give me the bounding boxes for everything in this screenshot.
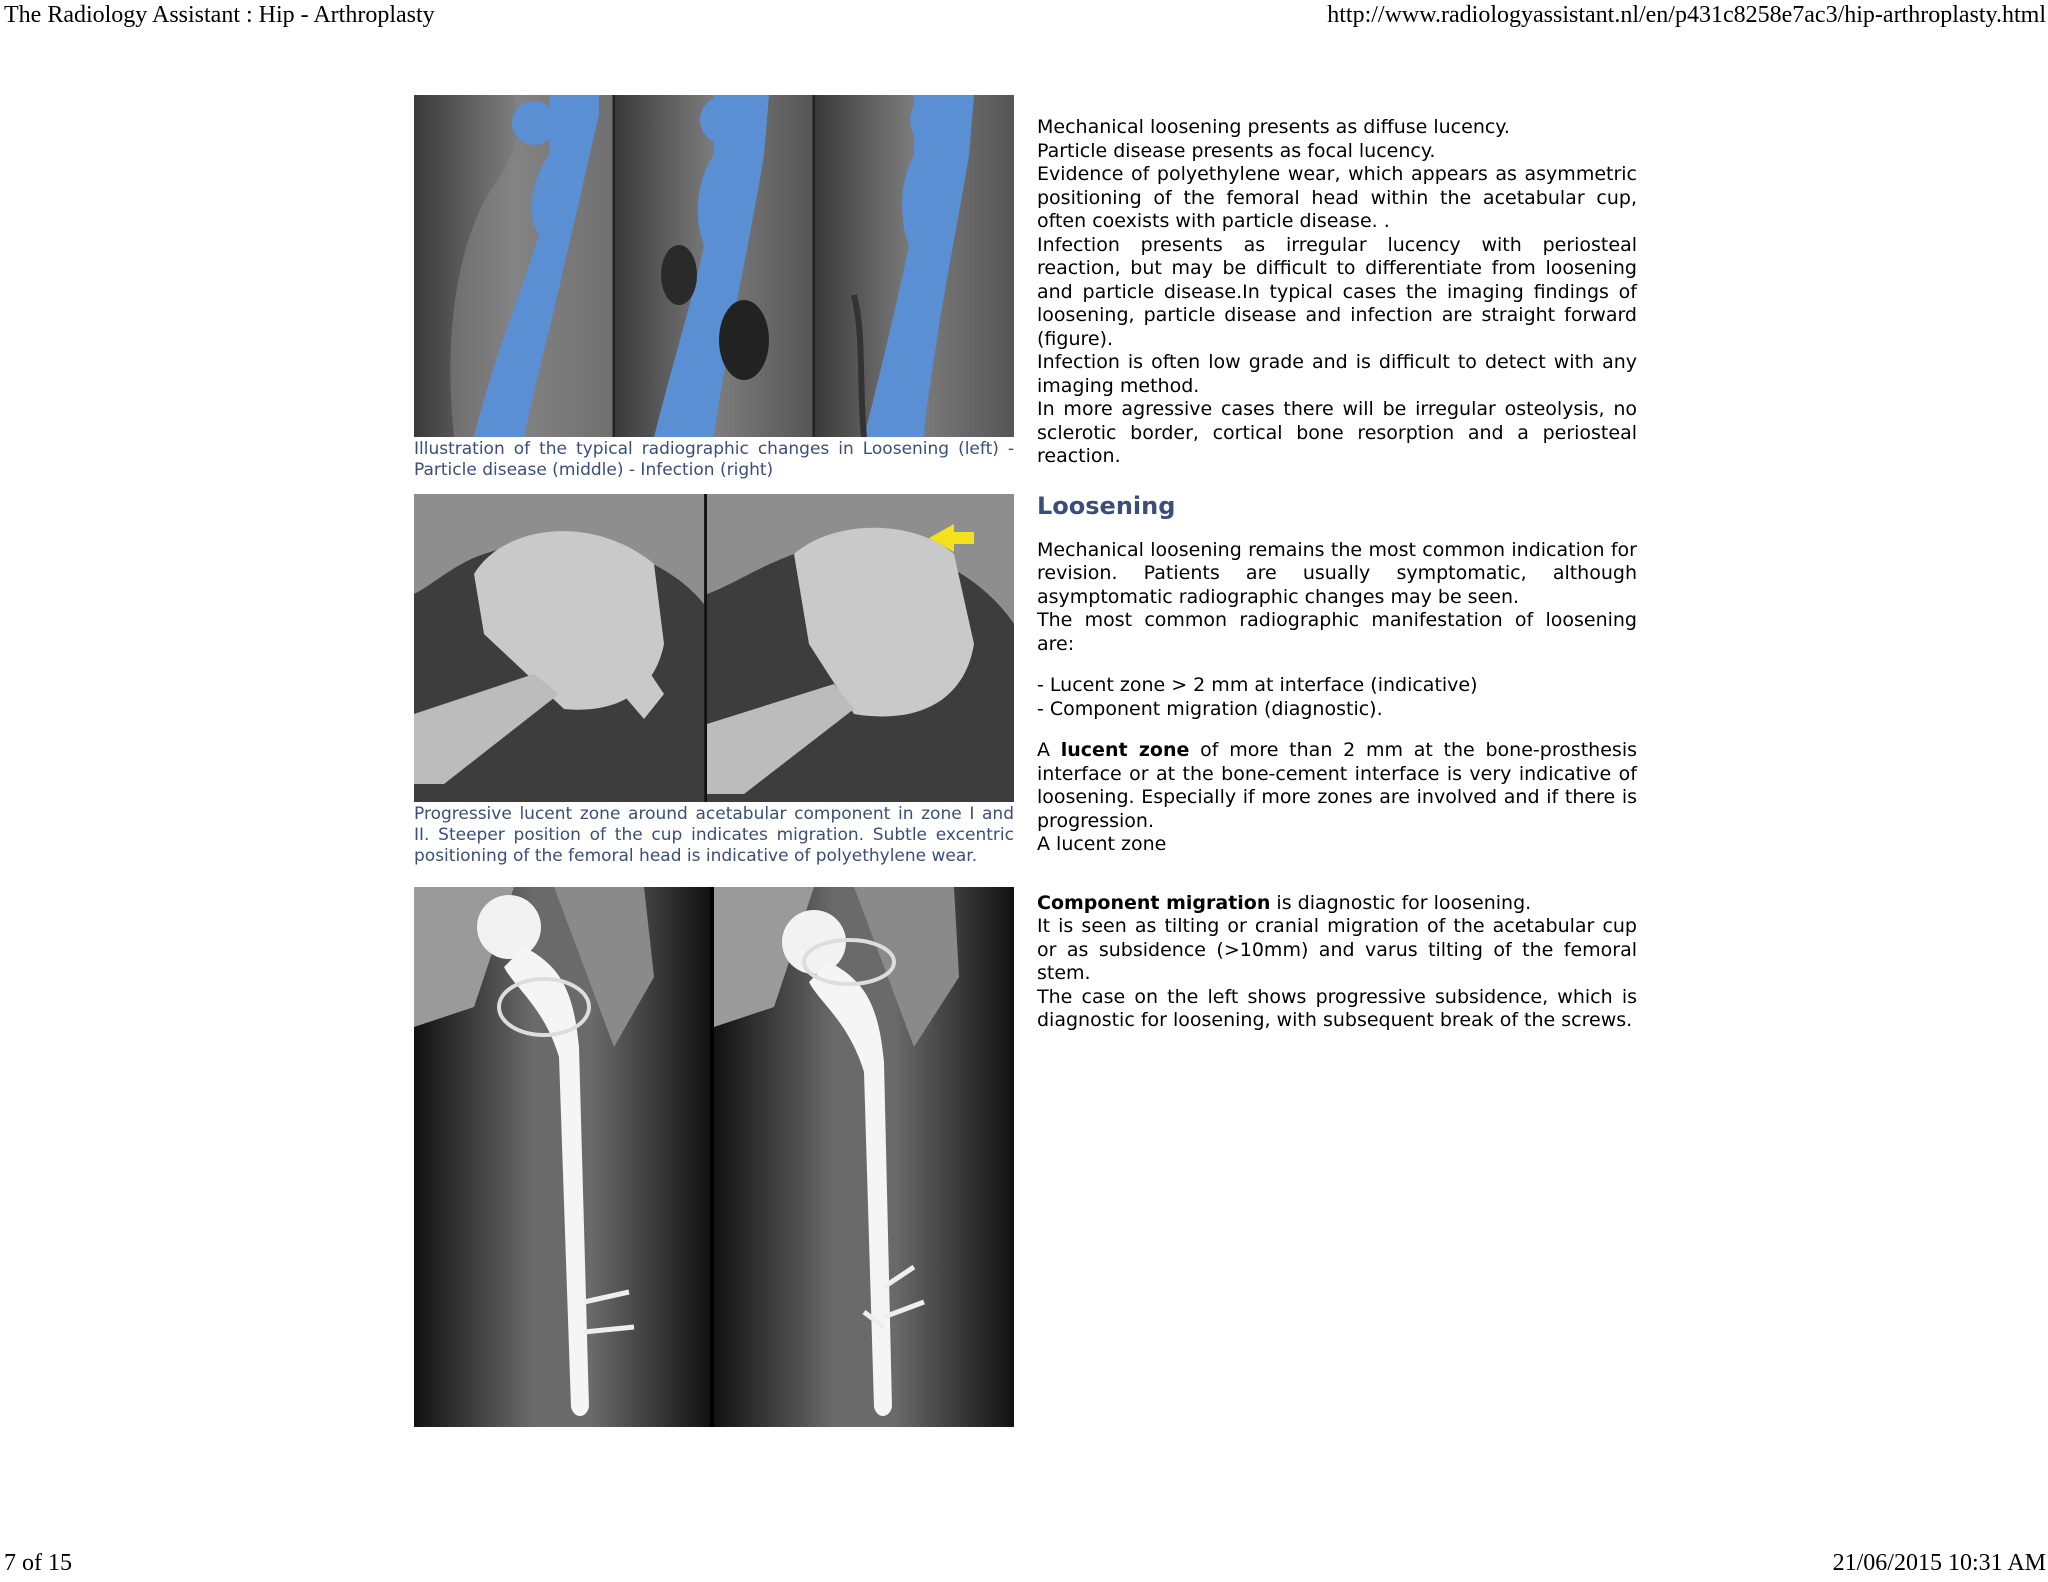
intro-line: Mechanical loosening presents as diffuse lucency. <box>1037 116 1510 138</box>
migration-paragraph: It is seen as tilting or cranial migration of the acetabular cup or as subsidence (>10mm) and varus tilting of the femoral stem. <box>1037 915 1637 984</box>
migration-paragraph <box>1037 892 1637 916</box>
loosening-paragraph: The most common radiographic manifestation of loosening are: <box>1037 609 1637 655</box>
xray-femoral-stem-image <box>414 887 1014 1427</box>
print-datetime: 21/06/2015 10:31 AM <box>1832 1550 2046 1576</box>
page-title: The Radiology Assistant : Hip - Arthroplasty <box>4 2 435 28</box>
page-url: http://www.radiologyassistant.nl/en/p431c8258e7ac3/hip-arthroplasty.html <box>1327 2 2046 28</box>
intro-line: In more agressive cases there will be irregular osteolysis, no sclerotic border, cortical bone resorption and a periosteal reaction. <box>1037 398 1637 467</box>
page-number: 7 of 15 <box>4 1550 72 1576</box>
text-run: is diagnostic for loosening. <box>1270 891 1532 914</box>
lucent-zone-paragraph <box>1037 739 1637 833</box>
bold-term: lucent zone <box>1060 739 1190 761</box>
loosening-paragraph: Mechanical loosening remains the most common indication for revision. Patients are usually symptomatic, although asymptomatic radiographic changes may be seen. <box>1037 538 1637 608</box>
bold-term: Component migration <box>1037 891 1271 914</box>
figure-caption: Illustration of the typical radiographic changes in Loosening (left) - Particle disease (middle) - Infection (right) <box>414 439 1014 480</box>
intro-line: Evidence of polyethylene wear, which appears as asymmetric positioning of the femoral head within the acetabular cup, often coexists with particle disease. . <box>1037 163 1637 232</box>
loosening-list-item: - Lucent zone > 2 mm at interface (indicative) <box>1037 674 1478 696</box>
intro-line: Infection presents as irregular lucency with periosteal reaction, but may be difficult to differentiate from loosening and particle disease.In typical cases the imaging findings of loosening, particle disease and infection are straight forward (figure). <box>1037 233 1637 350</box>
loosening-list-item: - Component migration (diagnostic). <box>1037 697 1383 720</box>
xray-acetabular-image <box>414 494 1014 802</box>
lucent-zone-line: A lucent zone <box>1037 833 1167 855</box>
page-footer <box>0 1550 2048 1580</box>
page-header <box>0 2 2048 32</box>
figure-loosening-particle-infection <box>414 95 1014 481</box>
text-run: A <box>1037 739 1061 761</box>
figure-caption: Progressive lucent zone around acetabular component in zone I and II. Steeper position of the cup indicates migration. Subtle excentric positioning of the femoral head is indicative of polyethylene wear. <box>414 804 1014 866</box>
migration-paragraph: The case on the left shows progressive subsidence, which is diagnostic for loosening, with subsequent break of the screws. <box>1037 985 1637 1031</box>
article-text <box>1037 116 1637 1033</box>
xray-three-panel-image <box>414 95 1014 437</box>
section-heading-loosening: Loosening <box>1037 491 1176 520</box>
figure-acetabular-lucent-zone <box>414 494 1014 867</box>
text-run: of more than 2 mm at the bone-prosthesis interface or at the bone-cement interface is very indicative of loosening. Especially if more zones are involved and if there is progression. <box>1037 739 1637 832</box>
figure-femoral-stem-subsidence <box>414 887 1014 1427</box>
intro-line: Infection is often low grade and is difficult to detect with any imaging method. <box>1037 351 1637 397</box>
intro-line: Particle disease presents as focal lucency. <box>1037 139 1436 162</box>
